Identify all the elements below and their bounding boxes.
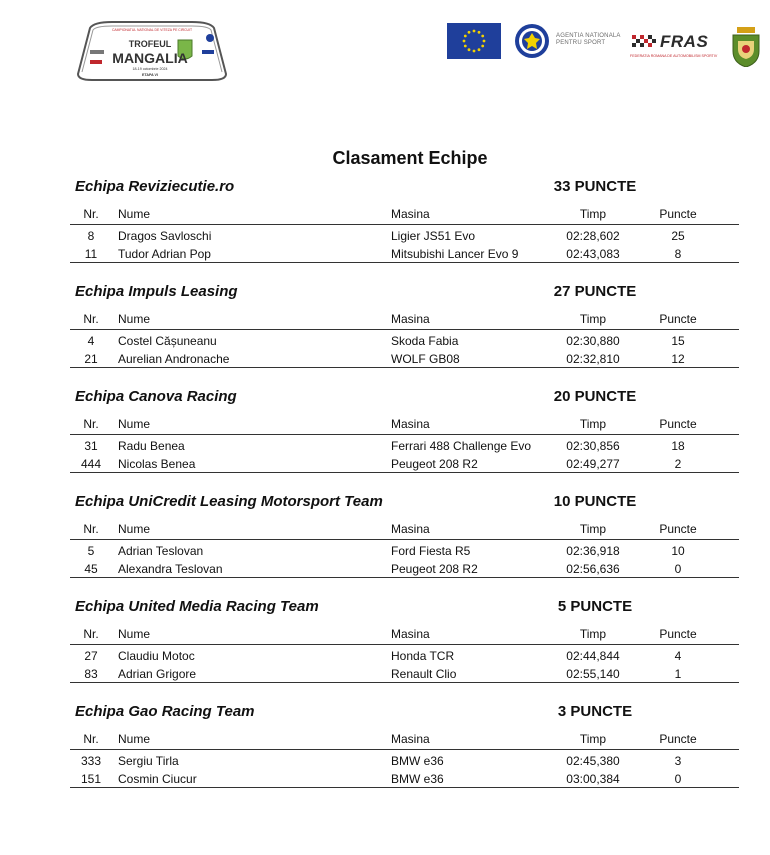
driver-name: Claudiu Motoc	[118, 649, 195, 663]
driver-number: 444	[80, 457, 102, 471]
car-model: Peugeot 208 R2	[391, 562, 478, 576]
fras-subtitle: FEDERATIA ROMANA DE AUTOMOBILISM SPORTIV	[630, 54, 718, 58]
column-header-car: Masina	[391, 312, 430, 326]
column-header-car: Masina	[391, 627, 430, 641]
driver-name: Radu Benea	[118, 439, 185, 453]
table-row	[0, 754, 770, 772]
car-model: Skoda Fabia	[391, 334, 459, 348]
table-row	[0, 544, 770, 562]
table-divider	[70, 644, 739, 645]
driver-points: 3	[674, 754, 682, 768]
fras-wordmark: FRAS	[660, 32, 709, 51]
driver-number: 5	[87, 544, 95, 558]
driver-number: 8	[87, 229, 95, 243]
team-name: Echipa Canova Racing	[75, 388, 237, 405]
table-divider	[70, 434, 739, 435]
column-header-nr: Nr.	[83, 417, 99, 431]
table-row	[0, 229, 770, 247]
team-block	[0, 493, 770, 603]
column-header-nr: Nr.	[83, 312, 99, 326]
team-block	[0, 703, 770, 813]
badge-stage: ETAPA VI	[142, 73, 158, 77]
table-divider	[70, 577, 739, 578]
column-header-nr: Nr.	[83, 732, 99, 746]
driver-number: 31	[84, 439, 98, 453]
badge-title-main: MANGALIA	[112, 50, 188, 66]
lap-time: 02:36,918	[566, 544, 620, 558]
column-header-time: Timp	[579, 627, 607, 641]
driver-number: 4	[87, 334, 95, 348]
driver-points: 10	[671, 544, 685, 558]
column-header-points: Puncte	[659, 732, 697, 746]
driver-name: Costel Cășuneanu	[118, 334, 217, 348]
car-model: Mitsubishi Lancer Evo 9	[391, 247, 519, 261]
lap-time: 02:49,277	[566, 457, 620, 471]
column-header-points: Puncte	[659, 417, 697, 431]
car-model: Ferrari 488 Challenge Evo	[391, 439, 532, 453]
agency-name-text: AGENTIA NATIONALA PENTRU SPORT	[556, 33, 621, 46]
column-header-car: Masina	[391, 207, 430, 221]
team-points: 20 PUNCTE	[553, 388, 637, 405]
team-block	[0, 178, 770, 288]
lap-time: 02:44,844	[566, 649, 620, 663]
team-name: Echipa United Media Racing Team	[75, 598, 319, 615]
column-header-car: Masina	[391, 417, 430, 431]
driver-name: Dragos Savloschi	[118, 229, 212, 243]
column-header-name: Nume	[118, 207, 151, 221]
column-header-points: Puncte	[659, 627, 697, 641]
column-header-nr: Nr.	[83, 627, 99, 641]
team-name: Echipa Reviziecutie.ro	[75, 178, 235, 195]
table-divider	[70, 749, 739, 750]
table-row	[0, 649, 770, 667]
column-header-name: Nume	[118, 312, 151, 326]
team-name: Echipa Gao Racing Team	[75, 703, 255, 720]
driver-name: Cosmin Ciucur	[118, 772, 197, 786]
column-header-time: Timp	[579, 417, 607, 431]
table-row	[0, 334, 770, 352]
lap-time: 03:00,384	[566, 772, 620, 786]
lap-time: 02:43,083	[566, 247, 620, 261]
driver-points: 0	[674, 772, 682, 786]
driver-name: Nicolas Benea	[118, 457, 196, 471]
badge-subtitle-text: CAMPIONATUL NATIONAL DE VITEZA PE CIRCUIT	[111, 28, 193, 32]
lap-time: 02:30,856	[566, 439, 620, 453]
column-header-name: Nume	[118, 417, 151, 431]
car-model: BMW e36	[391, 772, 444, 786]
column-header-name: Nume	[118, 732, 151, 746]
table-divider	[70, 367, 739, 368]
column-header-points: Puncte	[659, 312, 697, 326]
driver-number: 45	[84, 562, 98, 576]
column-header-time: Timp	[579, 732, 607, 746]
car-model: Honda TCR	[391, 649, 455, 663]
lap-time: 02:28,602	[566, 229, 620, 243]
driver-number: 21	[84, 352, 98, 366]
column-header-time: Timp	[579, 207, 607, 221]
driver-number: 83	[84, 667, 98, 681]
column-header-points: Puncte	[659, 207, 697, 221]
table-row	[0, 439, 770, 457]
team-block	[0, 598, 770, 708]
driver-points: 25	[671, 229, 685, 243]
column-header-car: Masina	[391, 732, 430, 746]
driver-name: Sergiu Tirla	[118, 754, 179, 768]
lap-time: 02:45,380	[566, 754, 620, 768]
driver-points: 1	[674, 667, 682, 681]
column-header-nr: Nr.	[83, 522, 99, 536]
column-header-time: Timp	[579, 312, 607, 326]
team-block	[0, 283, 770, 393]
driver-number: 151	[80, 772, 102, 786]
column-header-nr: Nr.	[83, 207, 99, 221]
driver-points: 4	[674, 649, 682, 663]
team-points: 10 PUNCTE	[553, 493, 637, 510]
table-divider	[70, 224, 739, 225]
table-divider	[70, 682, 739, 683]
lap-time: 02:30,880	[566, 334, 620, 348]
driver-name: Tudor Adrian Pop	[118, 247, 211, 261]
driver-name: Alexandra Teslovan	[118, 562, 223, 576]
team-block	[0, 388, 770, 498]
car-model: Renault Clio	[391, 667, 457, 681]
car-model: Ligier JS51 Evo	[391, 229, 476, 243]
car-model: WOLF GB08	[391, 352, 460, 366]
driver-points: 15	[671, 334, 685, 348]
column-header-name: Nume	[118, 627, 151, 641]
driver-number: 333	[80, 754, 102, 768]
badge-dates: 18-19 octombrie 2024	[132, 67, 168, 71]
table-divider	[70, 539, 739, 540]
column-header-time: Timp	[579, 522, 607, 536]
column-header-name: Nume	[118, 522, 151, 536]
driver-points: 18	[671, 439, 685, 453]
driver-points: 12	[671, 352, 685, 366]
page-title: Clasament Echipe	[332, 148, 488, 168]
lap-time: 02:56,636	[566, 562, 620, 576]
driver-points: 2	[674, 457, 682, 471]
team-name: Echipa UniCredit Leasing Motorsport Team	[75, 493, 383, 510]
car-model: Ford Fiesta R5	[391, 544, 471, 558]
lap-time: 02:55,140	[566, 667, 620, 681]
table-divider	[70, 472, 739, 473]
badge-title-top: TROFEUL	[128, 39, 172, 49]
lap-time: 02:32,810	[566, 352, 620, 366]
driver-name: Adrian Grigore	[118, 667, 197, 681]
driver-number: 11	[84, 247, 98, 261]
table-divider	[70, 787, 739, 788]
driver-points: 8	[674, 247, 682, 261]
car-model: BMW e36	[391, 754, 444, 768]
team-points: 3 PUNCTE	[557, 703, 633, 720]
column-header-points: Puncte	[659, 522, 697, 536]
table-divider	[70, 329, 739, 330]
driver-name: Adrian Teslovan	[118, 544, 204, 558]
car-model: Peugeot 208 R2	[391, 457, 478, 471]
driver-number: 27	[84, 649, 98, 663]
team-name: Echipa Impuls Leasing	[75, 283, 238, 300]
driver-name: Aurelian Andronache	[118, 352, 230, 366]
team-points: 27 PUNCTE	[553, 283, 637, 300]
team-points: 33 PUNCTE	[553, 178, 637, 195]
team-points: 5 PUNCTE	[557, 598, 633, 615]
table-divider	[70, 262, 739, 263]
driver-points: 0	[674, 562, 682, 576]
column-header-car: Masina	[391, 522, 430, 536]
